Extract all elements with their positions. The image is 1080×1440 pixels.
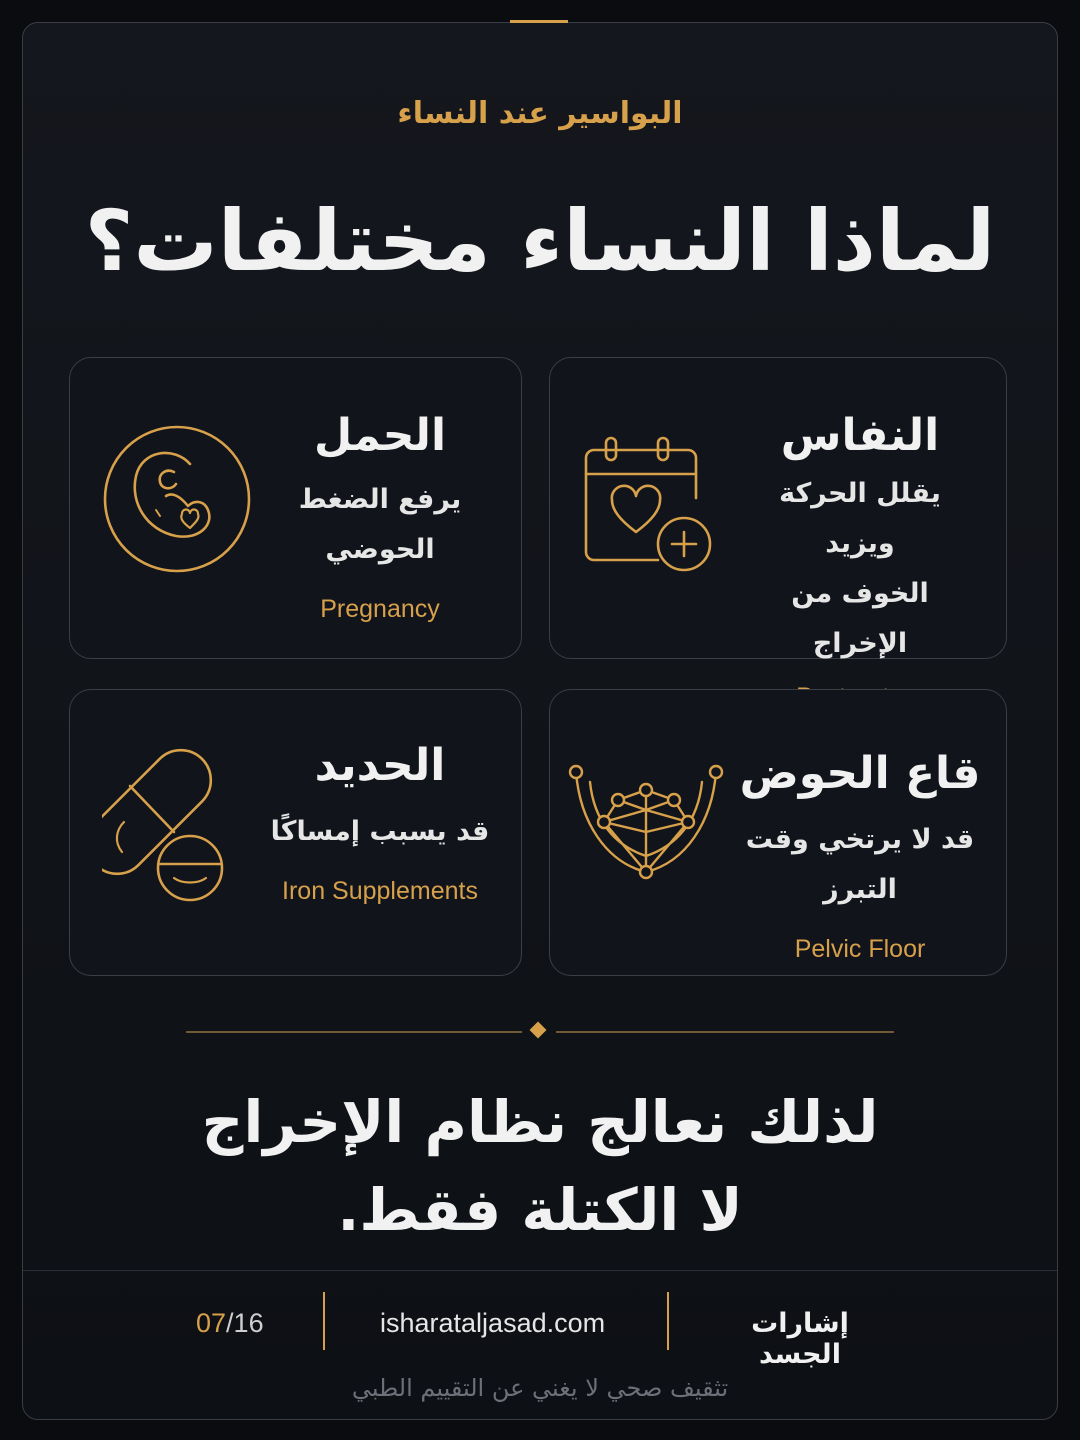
card-title: الحديد [314,740,446,791]
card-english-label: Pelvic Floor [794,935,926,963]
conclusion-line1: لذلك نعالج نظام الإخراج [201,1088,879,1156]
disclaimer-text: تثقيف صحي لا يغني عن التقييم الطبي [351,1374,729,1402]
divider-line-left [186,1031,522,1033]
footer-separator-right [667,1292,669,1350]
card-postpartum [549,357,1007,659]
card-desc-line2: الخوف من الإخراج [791,578,929,659]
page-current: 07 [196,1308,227,1338]
card-desc-line1: يرفع الضغط الحوضي [298,484,462,565]
pill-capsule-icon [102,742,232,902]
footer-separator-left [323,1292,325,1350]
brand-name: إشارات الجسد [751,1308,849,1370]
page-title: لماذا النساء مختلفات؟ [84,192,996,290]
calendar-heart-plus-icon [580,436,720,576]
card-title: النفاس [780,410,940,461]
card-title: الحمل [313,410,447,461]
card-english-label: Pregnancy [320,595,440,623]
card-iron-supplements [69,689,522,976]
pregnancy-fetus-icon [102,424,252,574]
top-accent-bar [510,20,568,23]
eyebrow-title: البواسير عند النساء [397,96,683,131]
page-total: /16 [226,1308,264,1338]
card-pregnancy [69,357,522,659]
conclusion-line2: لا الكتلة فقط. [337,1176,743,1244]
divider-line-right [556,1031,894,1033]
website-link[interactable]: isharataljasad.com [380,1308,606,1338]
card-desc-line1: قد يسبب إمساكًا [270,816,490,847]
card-desc-line1: يقلل الحركة ويزيد [779,478,941,559]
card-title: قاع الحوض [739,748,981,799]
footer-separator [23,1270,1057,1271]
page-number [196,1308,264,1339]
pelvic-floor-icon [566,762,726,884]
card-english-label: Iron Supplements [282,877,478,905]
card-desc-line1: قد لا يرتخي وقت التبرز [745,824,975,905]
conclusion-text [0,1078,1080,1254]
card-pelvic-floor [549,689,1007,976]
